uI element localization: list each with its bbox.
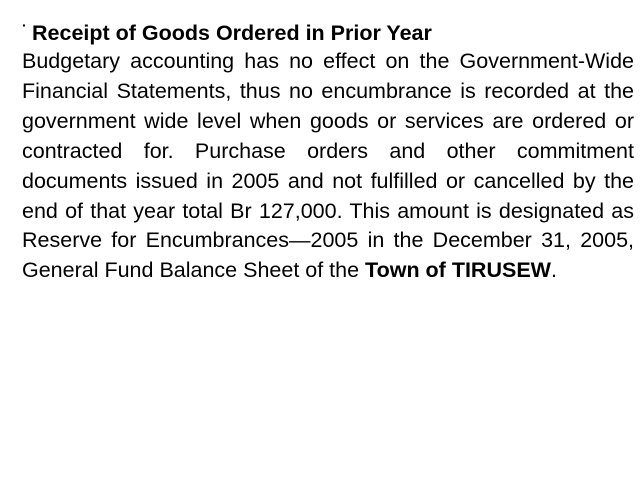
slide-heading: Receipt of Goods Ordered in Prior Year	[32, 21, 432, 45]
body-paragraph	[22, 47, 634, 286]
body-text: Budgetary accounting has no effect on the Government-Wide Financial Statements, thus no encumbrance is recorded at the government wide level when goods or services are ordered or contracted for. Purchase orders and other commitment documents issued in 2005 and not fulfilled or cancelled by the end of that year total Br 127,000. This amount is designated as Reserve for Encumbrances—2005 in the December 31, 2005, General Fund Balance Sheet of the	[22, 49, 634, 283]
closing-punctuation: .	[550, 258, 557, 283]
heading-row	[22, 16, 622, 50]
town-name: Town of TIRUSEW	[365, 258, 551, 283]
bullet-marker: ·	[22, 17, 27, 33]
